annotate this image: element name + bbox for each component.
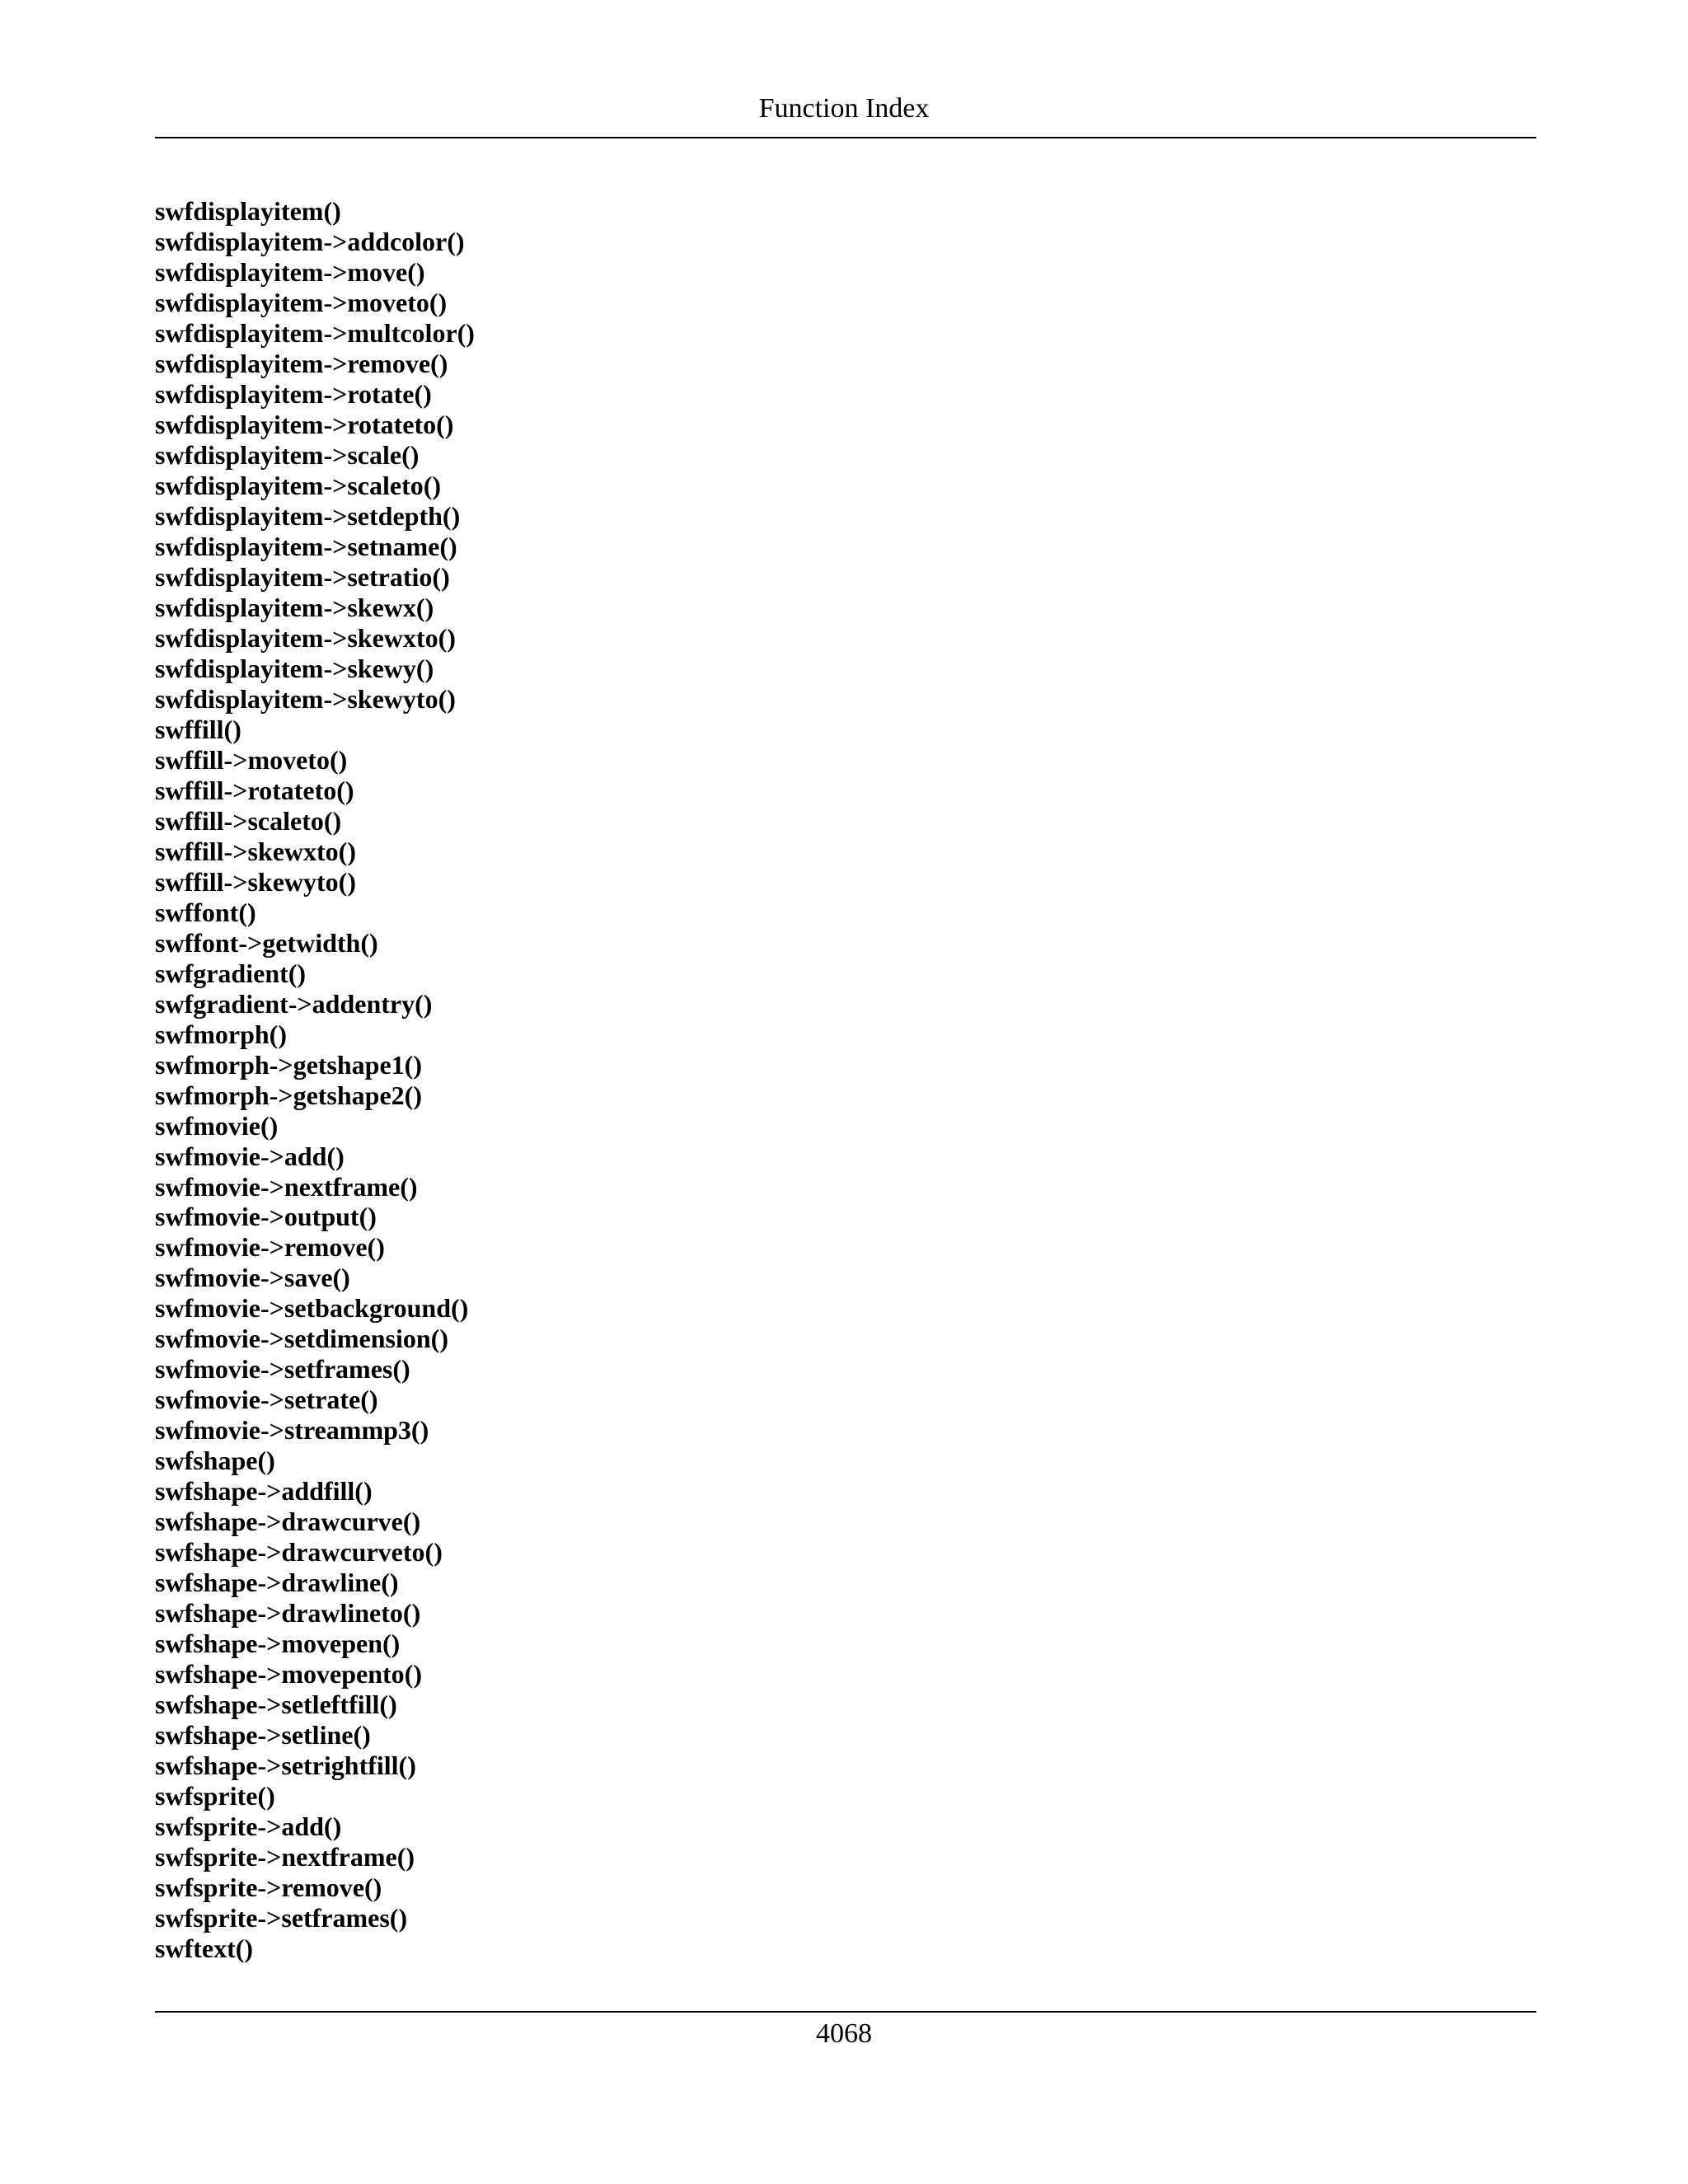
function-index-entry: swfdisplayitem->remove() [155,348,448,378]
function-index-entry: swfshape->movepento() [155,1659,422,1690]
function-index-entry: swffont->getwidth() [155,927,378,958]
function-index-entry: swffill->skewxto() [155,836,356,866]
function-index-entry: swfdisplayitem->setratio() [155,561,450,592]
function-index-list [155,196,475,1964]
function-index-entry: swfmorph->getshape2() [155,1080,422,1110]
function-index-entry: swffill() [155,714,241,744]
page-header-title: Function Index [758,93,930,124]
function-index-entry: swfshape->drawcurveto() [155,1537,443,1568]
function-index-entry: swfsprite->remove() [155,1872,382,1903]
function-index-entry: swfdisplayitem->scaleto() [155,470,442,500]
function-index-entry: swfdisplayitem->skewx() [155,592,434,622]
function-index-entry: swftext() [155,1933,254,1964]
function-index-entry: swfshape() [155,1446,275,1476]
function-index-entry: swfmovie->streammp3() [155,1415,429,1446]
function-index-entry: swfdisplayitem->rotate() [155,378,432,409]
function-index-entry: swfshape->setleftfill() [155,1690,397,1720]
function-index-entry: swffill->scaleto() [155,805,342,836]
function-index-entry: swfdisplayitem->moveto() [155,287,448,317]
function-index-entry: swfmovie->setrate() [155,1385,378,1415]
function-index-entry: swfdisplayitem->skewyto() [155,683,456,714]
function-index-entry: swfsprite() [155,1781,275,1811]
function-index-entry: swfmovie->remove() [155,1232,385,1263]
function-index-entry: swfmorph->getshape1() [155,1049,422,1080]
function-index-entry: swfdisplayitem->setname() [155,531,457,561]
header-divider [155,137,1536,138]
function-index-entry: swffont() [155,897,256,927]
function-index-entry: swffill->rotateto() [155,775,354,805]
page-number: 4068 [816,2018,872,2049]
function-index-entry: swfgradient() [155,958,307,988]
function-index-entry: swfshape->setline() [155,1720,371,1750]
function-index-entry: swfsprite->add() [155,1811,342,1842]
function-index-entry: swfmovie->add() [155,1141,345,1171]
function-index-entry: swfshape->drawlineto() [155,1598,421,1629]
function-index-entry: swfmovie->setbackground() [155,1293,469,1324]
function-index-entry: swfshape->drawline() [155,1568,399,1598]
function-index-entry: swfdisplayitem->scale() [155,439,420,470]
function-index-entry: swfdisplayitem() [155,196,341,226]
function-index-entry: swfshape->setrightfill() [155,1750,416,1781]
function-index-entry: swfgradient->addentry() [155,988,433,1019]
function-index-entry: swfdisplayitem->skewy() [155,653,434,683]
function-index-entry: swfmovie->nextframe() [155,1171,418,1202]
function-index-entry: swfmovie->output() [155,1202,377,1232]
function-index-entry: swfshape->addfill() [155,1476,373,1507]
function-index-entry: swfdisplayitem->rotateto() [155,409,454,439]
function-index-entry: swffill->moveto() [155,744,348,775]
function-index-entry: swfsprite->nextframe() [155,1842,415,1872]
function-index-entry: swfdisplayitem->multcolor() [155,317,475,348]
function-index-entry: swfdisplayitem->move() [155,256,425,287]
function-index-entry: swffill->skewyto() [155,866,356,897]
function-index-entry: swfmovie->setdimension() [155,1324,448,1354]
function-index-entry: swfmovie->setframes() [155,1354,410,1385]
function-index-entry: swfdisplayitem->skewxto() [155,622,456,653]
function-index-entry: swfshape->movepen() [155,1629,401,1659]
function-index-entry: swfmovie() [155,1110,279,1141]
footer-divider [155,2011,1536,2013]
function-index-entry: swfdisplayitem->addcolor() [155,226,465,256]
function-index-entry: swfmorph() [155,1019,287,1049]
function-index-entry: swfmovie->save() [155,1263,350,1293]
function-index-entry: swfdisplayitem->setdepth() [155,500,461,531]
function-index-entry: swfsprite->setframes() [155,1903,408,1933]
function-index-entry: swfshape->drawcurve() [155,1507,421,1537]
